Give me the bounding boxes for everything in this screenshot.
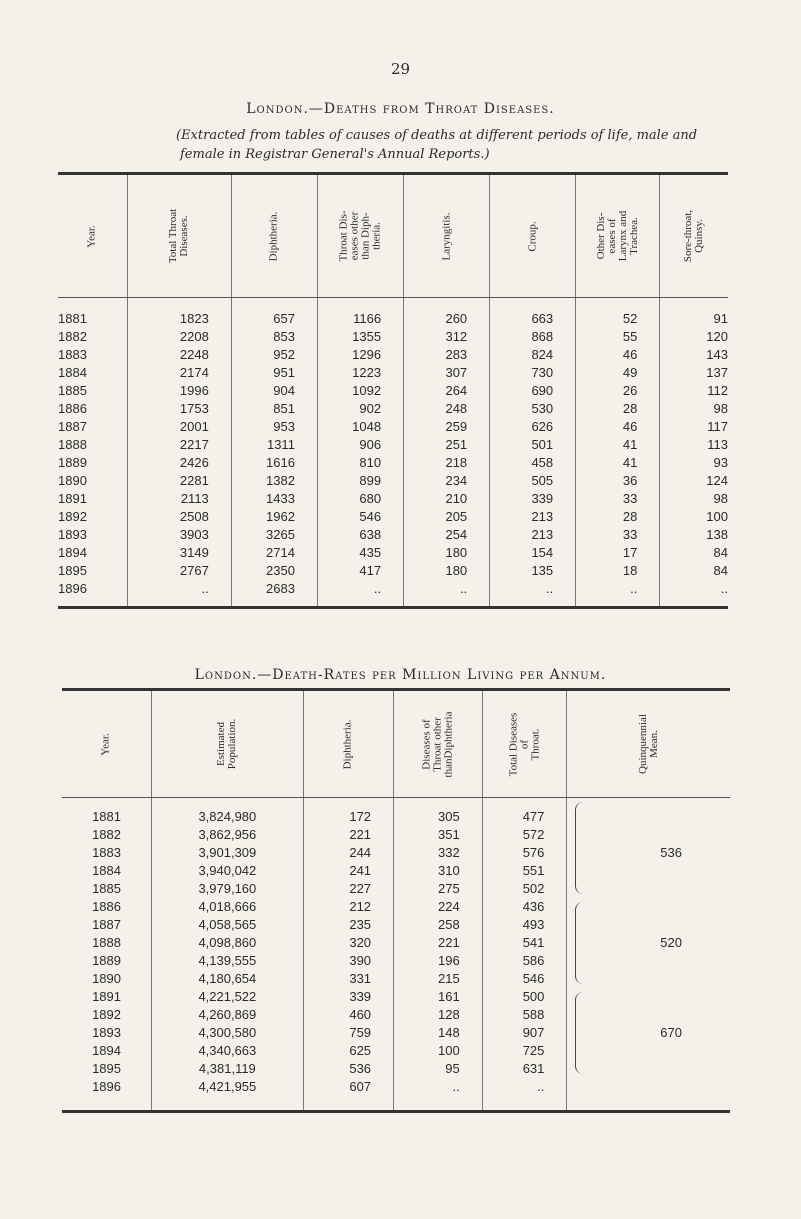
value-cell: 4,260,869 <box>152 1006 304 1024</box>
value-cell: 275 <box>394 880 483 898</box>
value-cell: 143 <box>660 346 728 364</box>
value-cell: 906 <box>317 436 403 454</box>
value-cell: 824 <box>490 346 576 364</box>
value-cell: 1355 <box>317 328 403 346</box>
value-cell: 2767 <box>128 562 232 580</box>
value-cell: 502 <box>482 880 567 898</box>
value-cell: 4,421,955 <box>152 1078 304 1112</box>
value-cell: 161 <box>394 988 483 1006</box>
column-header-label: Year. <box>100 733 113 756</box>
value-cell: 1823 <box>128 298 232 329</box>
value-cell: 417 <box>317 562 403 580</box>
table1-subtitle: (Extracted from tables of causes of deaths at different periods of life, male and female in Registrar General's Annual Reports.) <box>176 128 698 162</box>
value-cell: 260 <box>404 298 490 329</box>
value-cell: .. <box>576 580 660 608</box>
value-cell: 98 <box>660 490 728 508</box>
value-cell: 3265 <box>231 526 317 544</box>
value-cell: 530 <box>490 400 576 418</box>
column-header <box>231 174 317 298</box>
value-cell: 586 <box>482 952 567 970</box>
value-cell: 1753 <box>128 400 232 418</box>
value-cell: 3,824,980 <box>152 798 304 827</box>
year-cell: 1881 <box>92 809 121 824</box>
value-cell: 541 <box>482 934 567 952</box>
value-cell: 500 <box>482 988 567 1006</box>
column-header <box>62 690 152 798</box>
value-cell: 1433 <box>231 490 317 508</box>
value-cell: 2426 <box>128 454 232 472</box>
value-cell: 196 <box>394 952 483 970</box>
column-header <box>58 174 128 298</box>
value-cell: 351 <box>394 826 483 844</box>
value-cell: 180 <box>404 544 490 562</box>
table2-body <box>62 798 730 1112</box>
value-cell: 904 <box>231 382 317 400</box>
table-row <box>58 562 728 580</box>
value-cell: 18 <box>576 562 660 580</box>
value-cell: 631 <box>482 1060 567 1078</box>
year-cell: 1889 <box>92 953 121 968</box>
year-cell: 1894 <box>92 1043 121 1058</box>
value-cell: 953 <box>231 418 317 436</box>
value-cell: .. <box>490 580 576 608</box>
value-cell: 33 <box>576 526 660 544</box>
value-cell: 4,300,580 <box>152 1024 304 1042</box>
value-cell: 307 <box>404 364 490 382</box>
value-cell: 899 <box>317 472 403 490</box>
value-cell: 810 <box>317 454 403 472</box>
value-cell: 4,058,565 <box>152 916 304 934</box>
value-cell: 657 <box>231 298 317 329</box>
value-cell: 4,180,654 <box>152 970 304 988</box>
value-cell: 680 <box>317 490 403 508</box>
value-cell: 254 <box>404 526 490 544</box>
table-row <box>58 490 728 508</box>
value-cell: 1996 <box>128 382 232 400</box>
value-cell: 312 <box>404 328 490 346</box>
value-cell: 2281 <box>128 472 232 490</box>
value-cell: 137 <box>660 364 728 382</box>
value-cell: 218 <box>404 454 490 472</box>
column-header <box>394 690 483 798</box>
value-cell: .. <box>660 580 728 608</box>
value-cell: 154 <box>490 544 576 562</box>
year-cell: 1894 <box>58 545 87 560</box>
table-row <box>58 526 728 544</box>
value-cell: 435 <box>317 544 403 562</box>
value-cell: 390 <box>303 952 393 970</box>
value-cell: 339 <box>490 490 576 508</box>
value-cell: .. <box>394 1078 483 1112</box>
value-cell: 113 <box>660 436 728 454</box>
value-cell: 221 <box>394 934 483 952</box>
value-cell: 1092 <box>317 382 403 400</box>
value-cell: 546 <box>317 508 403 526</box>
year-cell: 1891 <box>58 491 87 506</box>
value-cell: 663 <box>490 298 576 329</box>
column-header-label: Croup. <box>526 221 539 252</box>
year-cell: 1884 <box>92 863 121 878</box>
table-row <box>58 580 728 608</box>
value-cell: 210 <box>404 490 490 508</box>
year-cell: 1884 <box>58 365 87 380</box>
value-cell: 2217 <box>128 436 232 454</box>
value-cell: 4,098,860 <box>152 934 304 952</box>
value-cell: 625 <box>303 1042 393 1060</box>
brace-mark <box>575 992 586 1074</box>
value-cell: 1962 <box>231 508 317 526</box>
value-cell: 117 <box>660 418 728 436</box>
year-cell: 1882 <box>92 827 121 842</box>
year-cell: 1888 <box>58 437 87 452</box>
value-cell: 1048 <box>317 418 403 436</box>
value-cell: 180 <box>404 562 490 580</box>
value-cell: 258 <box>394 916 483 934</box>
value-cell: 221 <box>303 826 393 844</box>
value-cell: 205 <box>404 508 490 526</box>
value-cell: 135 <box>490 562 576 580</box>
value-cell: 95 <box>394 1060 483 1078</box>
table-row <box>58 346 728 364</box>
quinquennial-mean-cell <box>567 1078 730 1112</box>
column-header-label: Sore-throat, Quinsy. <box>682 209 706 263</box>
value-cell: 725 <box>482 1042 567 1060</box>
value-cell: 93 <box>660 454 728 472</box>
table1-body <box>58 298 728 608</box>
value-cell: 493 <box>482 916 567 934</box>
year-cell: 1893 <box>92 1025 121 1040</box>
value-cell: 902 <box>317 400 403 418</box>
value-cell: 4,340,663 <box>152 1042 304 1060</box>
brace-mark <box>575 902 586 984</box>
value-cell: 148 <box>394 1024 483 1042</box>
table-row <box>58 472 728 490</box>
value-cell: 1382 <box>231 472 317 490</box>
column-header-label: Quinquennial Mean. <box>636 714 660 774</box>
value-cell: 251 <box>404 436 490 454</box>
value-cell: 46 <box>576 346 660 364</box>
value-cell: 138 <box>660 526 728 544</box>
value-cell: 100 <box>394 1042 483 1060</box>
value-cell: 1296 <box>317 346 403 364</box>
column-header <box>404 174 490 298</box>
value-cell: 55 <box>576 328 660 346</box>
value-cell: 212 <box>303 898 393 916</box>
value-cell: 172 <box>303 798 393 827</box>
year-cell: 1887 <box>58 419 87 434</box>
value-cell: 551 <box>482 862 567 880</box>
value-cell: 28 <box>576 400 660 418</box>
value-cell: 759 <box>303 1024 393 1042</box>
quinquennial-mean-value: 670 <box>660 1025 682 1040</box>
value-cell: 213 <box>490 526 576 544</box>
value-cell: 213 <box>490 508 576 526</box>
value-cell: 2683 <box>231 580 317 608</box>
table-row <box>62 988 730 1006</box>
value-cell: 26 <box>576 382 660 400</box>
table-row <box>62 798 730 827</box>
value-cell: 41 <box>576 454 660 472</box>
value-cell: 477 <box>482 798 567 827</box>
value-cell: 501 <box>490 436 576 454</box>
value-cell: 4,018,666 <box>152 898 304 916</box>
table-row <box>58 400 728 418</box>
value-cell: 607 <box>303 1078 393 1112</box>
value-cell: 2113 <box>128 490 232 508</box>
table-row <box>58 382 728 400</box>
value-cell: 28 <box>576 508 660 526</box>
table-row <box>58 298 728 329</box>
value-cell: 241 <box>303 862 393 880</box>
value-cell: 215 <box>394 970 483 988</box>
year-cell: 1886 <box>58 401 87 416</box>
column-header <box>660 174 728 298</box>
table-row <box>62 1078 730 1112</box>
value-cell: 3149 <box>128 544 232 562</box>
value-cell: 4,221,522 <box>152 988 304 1006</box>
column-header <box>128 174 232 298</box>
year-cell: 1896 <box>58 581 87 596</box>
table2-header-row <box>62 690 730 798</box>
year-cell: 1890 <box>58 473 87 488</box>
year-cell: 1893 <box>58 527 87 542</box>
value-cell: 4,139,555 <box>152 952 304 970</box>
value-cell: 2174 <box>128 364 232 382</box>
value-cell: 3,862,956 <box>152 826 304 844</box>
year-cell: 1887 <box>92 917 121 932</box>
value-cell: 458 <box>490 454 576 472</box>
column-header-label: Diphtheria. <box>341 719 354 770</box>
year-cell: 1896 <box>92 1079 121 1094</box>
page-number: 29 <box>390 60 411 78</box>
value-cell: 112 <box>660 382 728 400</box>
year-cell: 1885 <box>92 881 121 896</box>
year-cell: 1883 <box>92 845 121 860</box>
value-cell: 235 <box>303 916 393 934</box>
value-cell: 588 <box>482 1006 567 1024</box>
value-cell: 1166 <box>317 298 403 329</box>
value-cell: 17 <box>576 544 660 562</box>
value-cell: 310 <box>394 862 483 880</box>
column-header-label: Throat Dis- eases other than Diph- theria. <box>337 210 383 262</box>
value-cell: 234 <box>404 472 490 490</box>
year-cell: 1895 <box>58 563 87 578</box>
year-cell: 1881 <box>58 311 87 326</box>
column-header <box>317 174 403 298</box>
column-header-label: Diphtheria. <box>267 211 280 262</box>
year-cell: 1890 <box>92 971 121 986</box>
value-cell: 638 <box>317 526 403 544</box>
year-cell: 1885 <box>58 383 87 398</box>
value-cell: 84 <box>660 562 728 580</box>
column-header <box>576 174 660 298</box>
value-cell: 505 <box>490 472 576 490</box>
value-cell: 98 <box>660 400 728 418</box>
column-header-label: Diseases of Throat other thanDiphtheria <box>420 711 455 777</box>
value-cell: 436 <box>482 898 567 916</box>
death-rates-table <box>62 688 730 1113</box>
column-header-label: Estimated Population. <box>215 718 239 770</box>
value-cell: 128 <box>394 1006 483 1024</box>
value-cell: 305 <box>394 798 483 827</box>
column-header-label: Laryngitis. <box>440 212 453 261</box>
year-cell: 1892 <box>92 1007 121 1022</box>
table-row <box>58 508 728 526</box>
value-cell: 2508 <box>128 508 232 526</box>
quinquennial-mean-value: 520 <box>660 935 682 950</box>
table1-title: London.—Deaths from Throat Diseases. <box>246 101 555 117</box>
value-cell: 3,979,160 <box>152 880 304 898</box>
value-cell: 259 <box>404 418 490 436</box>
value-cell: 851 <box>231 400 317 418</box>
value-cell: 3,940,042 <box>152 862 304 880</box>
table-row <box>62 898 730 916</box>
value-cell: 2350 <box>231 562 317 580</box>
value-cell: .. <box>404 580 490 608</box>
value-cell: 33 <box>576 490 660 508</box>
value-cell: 124 <box>660 472 728 490</box>
year-cell: 1889 <box>58 455 87 470</box>
value-cell: 46 <box>576 418 660 436</box>
value-cell: 2714 <box>231 544 317 562</box>
value-cell: 868 <box>490 328 576 346</box>
table-row <box>58 454 728 472</box>
column-header-label: Year. <box>85 225 98 248</box>
value-cell: 100 <box>660 508 728 526</box>
value-cell: 227 <box>303 880 393 898</box>
quinquennial-mean-cell <box>567 988 730 1078</box>
value-cell: .. <box>128 580 232 608</box>
quinquennial-mean-cell <box>567 898 730 988</box>
value-cell: 536 <box>303 1060 393 1078</box>
value-cell: 576 <box>482 844 567 862</box>
value-cell: 1223 <box>317 364 403 382</box>
column-header-label: Total Throat Diseases. <box>167 208 191 264</box>
value-cell: 49 <box>576 364 660 382</box>
value-cell: 52 <box>576 298 660 329</box>
value-cell: 283 <box>404 346 490 364</box>
table-row <box>58 364 728 382</box>
table1-header-row <box>58 174 728 298</box>
value-cell: 1616 <box>231 454 317 472</box>
table-row <box>58 418 728 436</box>
table-row <box>58 328 728 346</box>
table-row <box>58 436 728 454</box>
value-cell: 853 <box>231 328 317 346</box>
value-cell: 339 <box>303 988 393 1006</box>
year-cell: 1883 <box>58 347 87 362</box>
column-header <box>490 174 576 298</box>
year-cell: 1895 <box>92 1061 121 1076</box>
value-cell: 626 <box>490 418 576 436</box>
value-cell: 264 <box>404 382 490 400</box>
value-cell: 332 <box>394 844 483 862</box>
year-cell: 1891 <box>92 989 121 1004</box>
column-header <box>152 690 304 798</box>
value-cell: 951 <box>231 364 317 382</box>
table2-title: London.—Death-Rates per Million Living per Annum. <box>194 667 607 683</box>
value-cell: .. <box>482 1078 567 1112</box>
value-cell: 1311 <box>231 436 317 454</box>
value-cell: 2208 <box>128 328 232 346</box>
year-cell: 1882 <box>58 329 87 344</box>
value-cell: 331 <box>303 970 393 988</box>
quinquennial-mean-value: 536 <box>660 845 682 860</box>
value-cell: 690 <box>490 382 576 400</box>
value-cell: 41 <box>576 436 660 454</box>
column-header <box>567 690 730 798</box>
value-cell: 84 <box>660 544 728 562</box>
brace-mark <box>575 802 586 894</box>
column-header <box>482 690 567 798</box>
table-row <box>58 544 728 562</box>
year-cell: 1888 <box>92 935 121 950</box>
value-cell: 730 <box>490 364 576 382</box>
value-cell: 224 <box>394 898 483 916</box>
value-cell: 2248 <box>128 346 232 364</box>
value-cell: 460 <box>303 1006 393 1024</box>
value-cell: 546 <box>482 970 567 988</box>
value-cell: 907 <box>482 1024 567 1042</box>
throat-deaths-table <box>58 172 728 609</box>
column-header <box>303 690 393 798</box>
value-cell: 4,381,119 <box>152 1060 304 1078</box>
value-cell: 320 <box>303 934 393 952</box>
value-cell: 952 <box>231 346 317 364</box>
year-cell: 1886 <box>92 899 121 914</box>
column-header-label: Other Dis- eases of Larynx and Trachea. <box>594 210 640 262</box>
value-cell: 91 <box>660 298 728 329</box>
value-cell: .. <box>317 580 403 608</box>
value-cell: 3903 <box>128 526 232 544</box>
value-cell: 120 <box>660 328 728 346</box>
value-cell: 248 <box>404 400 490 418</box>
year-cell: 1892 <box>58 509 87 524</box>
value-cell: 36 <box>576 472 660 490</box>
value-cell: 572 <box>482 826 567 844</box>
quinquennial-mean-cell <box>567 798 730 899</box>
value-cell: 2001 <box>128 418 232 436</box>
value-cell: 244 <box>303 844 393 862</box>
column-header-label: Total Diseases of Throat. <box>507 712 542 776</box>
value-cell: 3,901,309 <box>152 844 304 862</box>
